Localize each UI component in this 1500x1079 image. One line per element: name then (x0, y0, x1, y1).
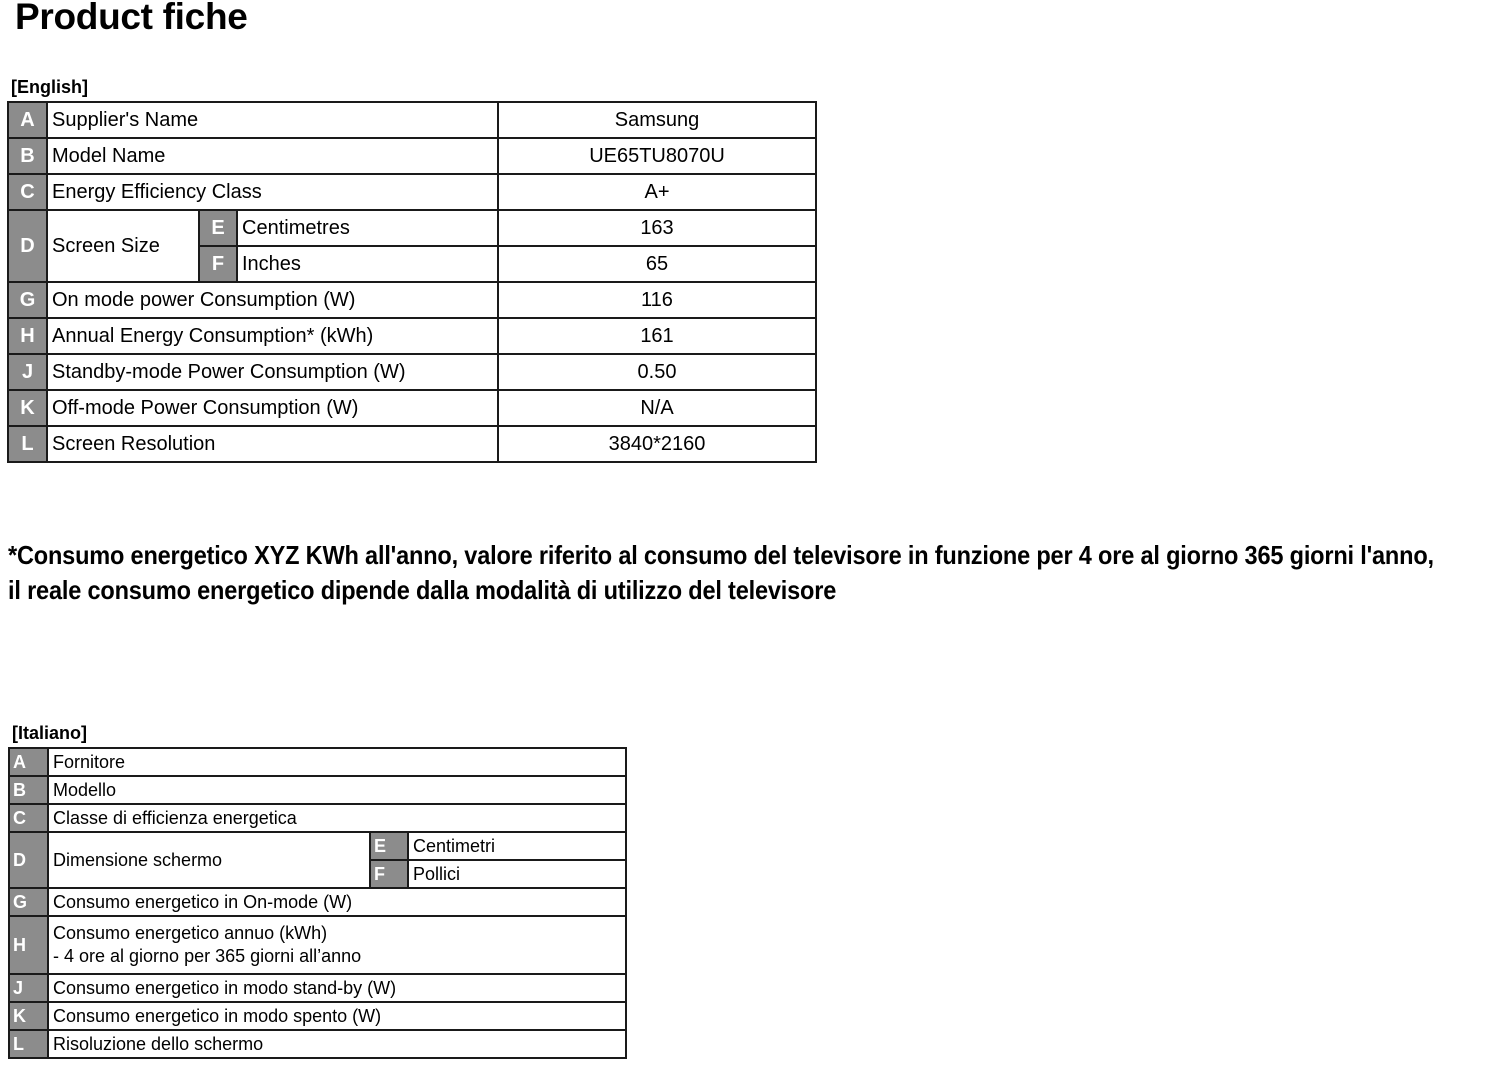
row-letter-k: K (8, 390, 47, 426)
row-letter-e: E (199, 210, 237, 246)
off-mode-power-label: Off-mode Power Consumption (W) (47, 390, 498, 426)
standby-power-label: Standby-mode Power Consumption (W) (47, 354, 498, 390)
table-row (9, 1002, 626, 1030)
italian-product-table (8, 747, 627, 1059)
table-row (8, 390, 816, 426)
row-letter-k: K (9, 1002, 48, 1030)
on-mode-power-label: On mode power Consumption (W) (47, 282, 498, 318)
supplier-name-value: Samsung (498, 102, 816, 138)
row-letter-h: H (8, 318, 47, 354)
consumo-standby-label: Consumo energetico in modo stand-by (W) (48, 974, 626, 1002)
footnote-line-2: il reale consumo energetico dipende dalla modalità di utilizzo del televisore (8, 575, 837, 605)
table-row (9, 776, 626, 804)
row-letter-d: D (8, 210, 47, 282)
row-letter-l: L (8, 426, 47, 462)
table-row (8, 102, 816, 138)
inches-label: Inches (237, 246, 498, 282)
row-letter-a: A (8, 102, 47, 138)
row-letter-h: H (9, 916, 48, 974)
off-mode-power-value: N/A (498, 390, 816, 426)
table-row (8, 354, 816, 390)
table-row (9, 832, 626, 860)
annual-energy-value: 161 (498, 318, 816, 354)
model-name-label: Model Name (47, 138, 498, 174)
model-name-value: UE65TU8070U (498, 138, 816, 174)
consumo-annuo-note: - 4 ore al giorno per 365 giorni all’anno (53, 946, 362, 966)
fornitore-label: Fornitore (48, 748, 626, 776)
row-letter-f: F (370, 860, 408, 888)
screen-resolution-value: 3840*2160 (498, 426, 816, 462)
energy-class-value: A+ (498, 174, 816, 210)
row-letter-g: G (8, 282, 47, 318)
row-letter-d: D (9, 832, 48, 888)
inches-value: 65 (498, 246, 816, 282)
table-row (9, 974, 626, 1002)
table-row (8, 426, 816, 462)
page-title: Product fiche (15, 0, 248, 37)
pollici-label: Pollici (408, 860, 626, 888)
row-letter-j: J (9, 974, 48, 1002)
screen-resolution-label: Screen Resolution (47, 426, 498, 462)
modello-label: Modello (48, 776, 626, 804)
centimetres-label: Centimetres (237, 210, 498, 246)
consumo-spento-label: Consumo energetico in modo spento (W) (48, 1002, 626, 1030)
table-row (8, 318, 816, 354)
row-letter-a: A (9, 748, 48, 776)
risoluzione-label: Risoluzione dello schermo (48, 1030, 626, 1058)
classe-efficienza-label: Classe di efficienza energetica (48, 804, 626, 832)
italian-section-label: [Italiano] (12, 723, 87, 743)
supplier-name-label: Supplier's Name (47, 102, 498, 138)
centimetri-label: Centimetri (408, 832, 626, 860)
annual-energy-label: Annual Energy Consumption* (kWh) (47, 318, 498, 354)
row-letter-c: C (9, 804, 48, 832)
screen-size-label: Screen Size (47, 210, 199, 282)
standby-power-value: 0.50 (498, 354, 816, 390)
table-row (9, 916, 626, 974)
row-letter-e: E (370, 832, 408, 860)
english-section-label: [English] (11, 77, 88, 97)
energy-footnote (8, 538, 1434, 608)
table-row (8, 282, 816, 318)
row-letter-b: B (9, 776, 48, 804)
table-row (8, 138, 816, 174)
row-letter-b: B (8, 138, 47, 174)
english-product-table (7, 101, 817, 463)
table-row (9, 748, 626, 776)
row-letter-c: C (8, 174, 47, 210)
row-letter-j: J (8, 354, 47, 390)
table-row (8, 210, 816, 246)
table-row (9, 1030, 626, 1058)
table-row (9, 888, 626, 916)
footnote-line-1: *Consumo energetico XYZ KWh all'anno, valore riferito al consumo del televisore in funzione per 4 ore al giorno 365 giorni l'anno, (8, 540, 1434, 570)
centimetres-value: 163 (498, 210, 816, 246)
row-letter-l: L (9, 1030, 48, 1058)
table-row (9, 804, 626, 832)
row-letter-g: G (9, 888, 48, 916)
dimensione-schermo-label: Dimensione schermo (48, 832, 370, 888)
row-letter-f: F (199, 246, 237, 282)
table-row (8, 174, 816, 210)
consumo-on-mode-label: Consumo energetico in On-mode (W) (48, 888, 626, 916)
consumo-annuo-label: Consumo energetico annuo (kWh) (53, 923, 328, 943)
on-mode-power-value: 116 (498, 282, 816, 318)
consumo-annuo-cell (48, 916, 626, 974)
energy-class-label: Energy Efficiency Class (47, 174, 498, 210)
